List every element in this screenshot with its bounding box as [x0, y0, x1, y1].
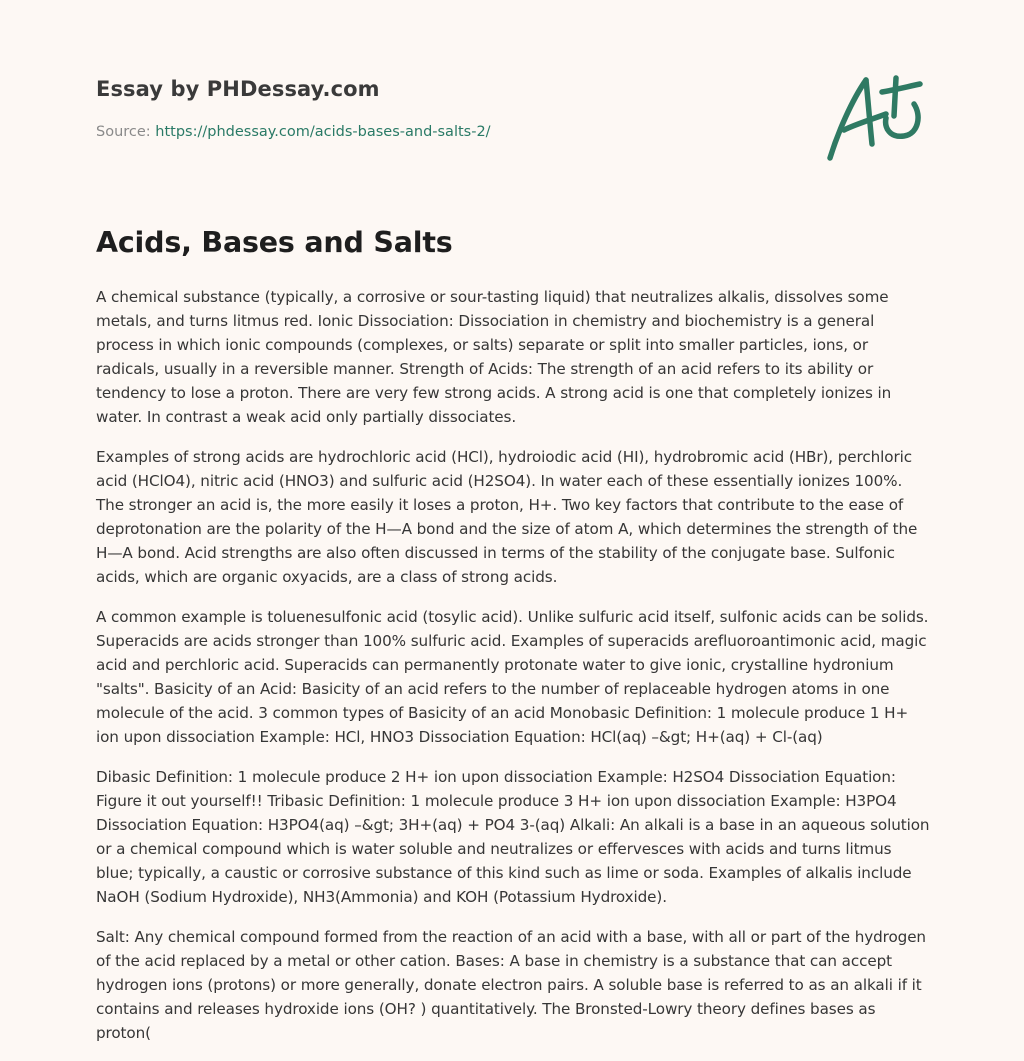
- source-line: [96, 124, 491, 140]
- paragraph: Salt: Any chemical compound formed from the reaction of an acid with a base, with all or part of the hydrogen of the acid replaced by a metal or other cation. Bases: A base in chemistry is a substance that can accept hydrogen ions (protons) or more generally, donate electron pairs. A soluble base is referred to as an alkali if it contains and releases hydroxide ions (OH? ) quantitatively. The Bronsted-Lowry theory defines bases as proton(: [96, 928, 926, 1042]
- paragraph: A chemical substance (typically, a corrosive or sour-tasting liquid) that neutralizes alkalis, dissolves some metals, and turns litmus red. Ionic Dissociation: Dissociation in chemistry and biochemistry is a general process in which ionic compounds (complexes, or salts) separate or split into smaller particles, ions, or radicals, usually in a reversible manner. Strength of Acids: The strength of an acid refers to its ability or tendency to lose a proton. There are very few strong acids. A strong acid is one that completely ionizes in water. In contrast a weak acid only partially dissociates.: [96, 288, 892, 426]
- paragraph: Examples of strong acids are hydrochloric acid (HCl), hydroiodic acid (HI), hydrobromic acid (HBr), perchloric acid (HClO4), nitric acid (HNO3) and sulfuric acid (H2SO4). In water each of these essentially ionizes 100%. The stronger an acid is, the more easily it loses a proton, H+. Two key factors that contribute to the ease of deprotonation are the polarity of the H—A bond and the size of atom A, which determines the strength of the H—A bond. Acid strengths are also often discussed in terms of the stability of the conjugate base. Sulfonic acids, which are organic oxyacids, are a class of strong acids.: [96, 448, 918, 586]
- paragraph: A common example is toluenesulfonic acid (tosylic acid). Unlike sulfuric acid itself, sulfonic acids can be solids. Superacids are acids stronger than 100% sulfuric acid. Examples of superacids arefluoroantimonic acid, magic acid and perchloric acid. Superacids can permanently protonate water to give ionic, crystalline hydronium "salts". Basicity of an Acid: Basicity of an acid refers to the number of replaceable hydrogen atoms in one molecule of the acid. 3 common types of Basicity of an acid Monobasic Definition: 1 molecule produce 1 H+ ion upon dissociation Example: HCl, HNO3 Dissociation Equation: HCl(aq) –&gt; H+(aq) + Cl-(aq): [96, 608, 929, 746]
- source-link[interactable]: https://phdessay.com/acids-bases-and-salts-2/: [155, 124, 491, 140]
- a-plus-grade-icon: [822, 70, 926, 164]
- paragraph: Dibasic Definition: 1 molecule produce 2 H+ ion upon dissociation Example: H2SO4 Dissociation Equation: Figure it out yourself!! Tribasic Definition: 1 molecule produce 3 H+ ion upon dissociation Example: H3PO4 Dissociation Equation: H3PO4(aq) –&gt; 3H+(aq) + PO4 3-(aq) Alkali: An alkali is a base in an aqueous solution or a chemical compound which is water soluble and neutralizes or effervesces with acids and turns litmus blue; typically, a caustic or corrosive substance of this kind such as lime or soda. Examples of alkalis include NaOH (Sodium Hydroxide), NH3(Ammonia) and KOH (Potassium Hydroxide).: [96, 768, 930, 906]
- essay-body: [96, 285, 932, 1061]
- site-brand: Essay by PHDessay.com: [96, 77, 380, 101]
- essay-title: Acids, Bases and Salts: [96, 226, 453, 259]
- source-label: Source:: [96, 124, 151, 140]
